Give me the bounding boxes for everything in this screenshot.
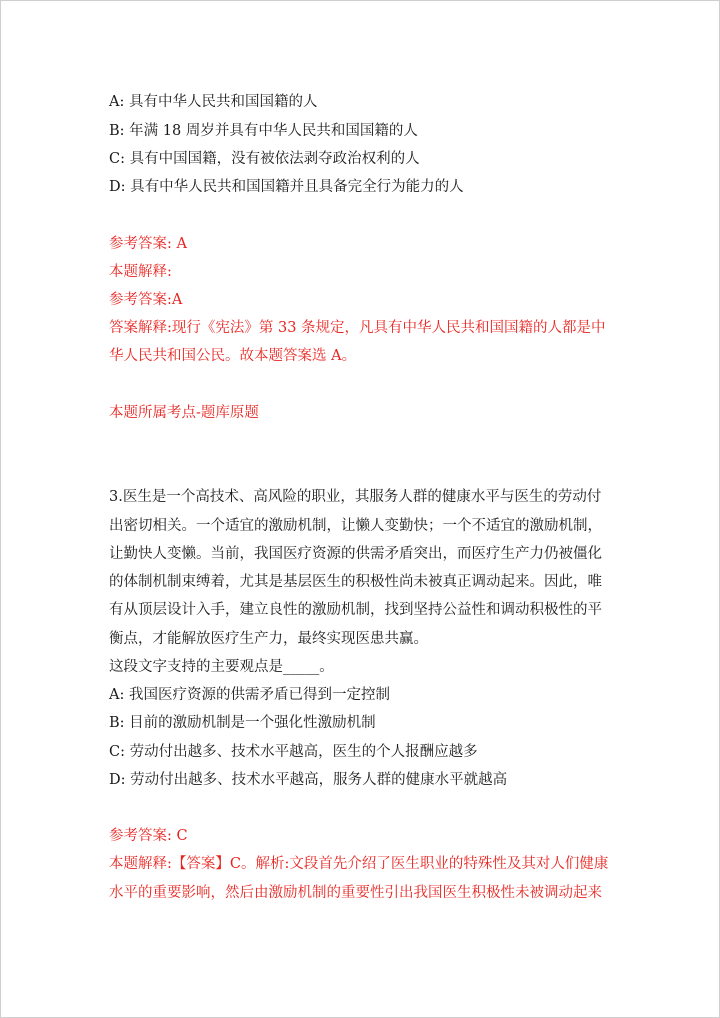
q3-stem-line-6: 衡点，才能解放医疗生产力，最终实现医患共赢。 — [109, 631, 428, 647]
q2-option-c: C: 具有中国国籍，没有被依法剥夺政治权利的人 — [109, 151, 420, 167]
q3-option-b: B: 目前的激励机制是一个强化性激励机制 — [109, 715, 376, 731]
q2-source: 本题所属考点-题库原题 — [109, 405, 259, 421]
q2-explain-line-2: 华人民共和国公民。故本题答案选 A。 — [109, 348, 357, 364]
q2-option-a: A: 具有中华人民共和国国籍的人 — [109, 94, 318, 110]
q3-explain-line-1: 本题解释:【答案】C。解析:文段首先介绍了医生职业的特殊性及其对人们健康 — [109, 856, 609, 872]
q2-answer: 参考答案: A — [109, 236, 187, 252]
q3-stem-line-2: 出密切相关。一个适宜的激励机制，让懒人变勤快；一个不适宜的激励机制， — [109, 518, 602, 534]
q2-answer-repeat: 参考答案:A — [109, 292, 183, 308]
q3-stem-line-3: 让勤快人变懒。当前，我国医疗资源的供需矛盾突出，而医疗生产力仍被僵化 — [109, 546, 602, 562]
q3-question-prompt: 这段文字支持的主要观点是_____。 — [109, 659, 334, 675]
q3-stem-line-1: 3.医生是一个高技术、高风险的职业，其服务人群的健康水平与医生的劳动付 — [109, 489, 602, 505]
q3-option-d: D: 劳动付出越多、技术水平越高，服务人群的健康水平就越高 — [109, 772, 508, 788]
q3-option-c: C: 劳动付出越多、技术水平越高，医生的个人报酬应越多 — [109, 744, 478, 760]
q3-stem-line-5: 有从顶层设计入手，建立良性的激励机制，找到坚持公益性和调动积极性的平 — [109, 602, 602, 618]
q3-answer: 参考答案: C — [109, 828, 188, 844]
q3-explain-line-2: 水平的重要影响，然后由激励机制的重要性引出我国医生积极性未被调动起来 — [109, 885, 602, 901]
q3-stem-line-4: 的体制机制束缚着，尤其是基层医生的积极性尚未被真正调动起来。因此，唯 — [109, 574, 602, 590]
q2-option-b: B: 年满 18 周岁并具有中华人民共和国国籍的人 — [109, 123, 418, 139]
q2-option-d: D: 具有中华人民共和国国籍并且具备完全行为能力的人 — [109, 179, 464, 195]
q2-explain-label: 本题解释: — [109, 264, 172, 280]
q2-explain-line-1: 答案解释:现行《宪法》第 33 条规定，凡具有中华人民共和国国籍的人都是中 — [109, 320, 606, 336]
q3-option-a: A: 我国医疗资源的供需矛盾已得到一定控制 — [109, 687, 390, 703]
